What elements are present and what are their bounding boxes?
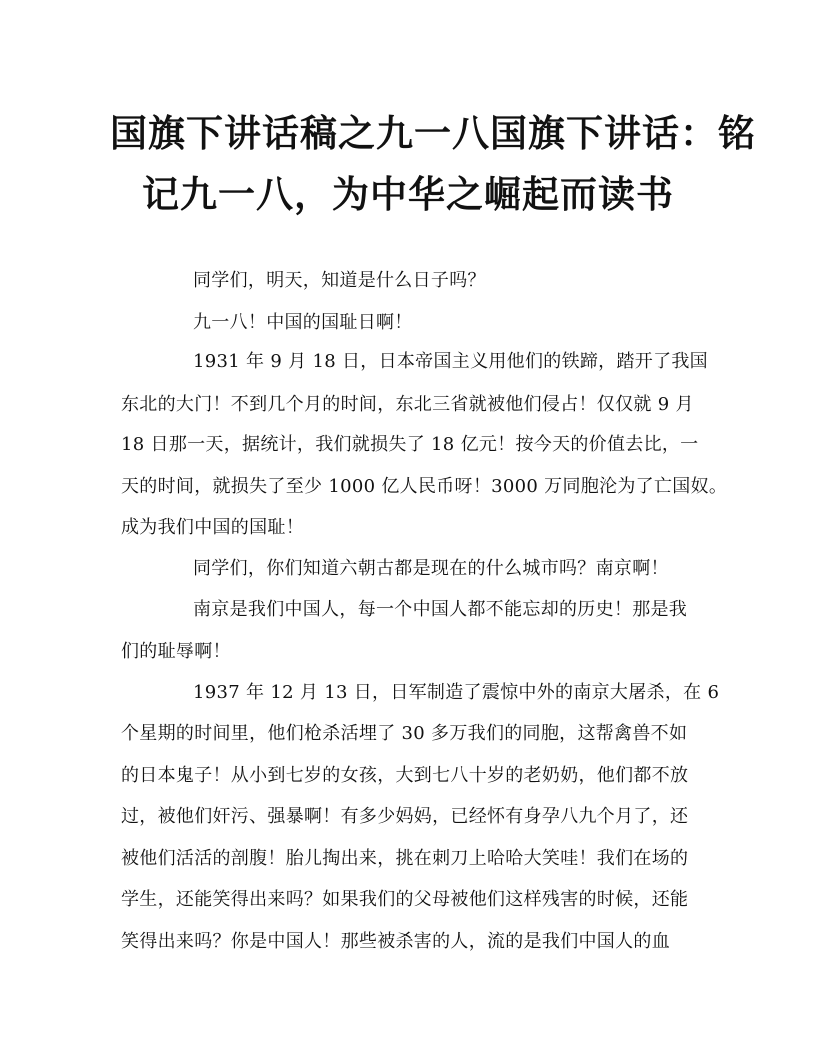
- paragraph-6-line-4: 过，被他们奸污、强暴啊！有多少妈妈，已经怀有身孕八九个月了，还: [121, 806, 689, 827]
- paragraph-3-line-5: 成为我们中国的国耻！: [121, 517, 304, 538]
- paragraph-3-line-3: 18 日那一天，据统计，我们就损失了 18 亿元！按今天的价值去比，一: [121, 434, 699, 455]
- paragraph-6-line-2: 个星期的时间里，他们枪杀活埋了 30 多万我们的同胞，这帮禽兽不如: [121, 723, 688, 744]
- paragraph-6-line-7: 笑得出来吗？你是中国人！那些被杀害的人，流的是我们中国人的血: [121, 931, 670, 952]
- paragraph-3-line-1: 1931 年 9 月 18 日，日本帝国主义用他们的铁蹄，踏开了我国: [193, 351, 708, 372]
- paragraph-3-line-2: 东北的大门！不到几个月的时间，东北三省就被他们侵占！仅仅就 9 月: [121, 394, 694, 415]
- paragraph-5-line-2: 们的耻辱啊！: [121, 641, 231, 662]
- document-title-line-1: 国旗下讲话稿之九一八国旗下讲话：铭: [110, 112, 756, 155]
- paragraph-4-line-1: 同学们，你们知道六朝古都是现在的什么城市吗？南京啊！: [193, 558, 669, 579]
- paragraph-6-line-5: 被他们活活的剖腹！胎儿掏出来，挑在刺刀上哈哈大笑哇！我们在场的: [121, 848, 689, 869]
- paragraph-6-line-3: 的日本鬼子！从小到七岁的女孩，大到七八十岁的老奶奶，他们都不放: [121, 765, 689, 786]
- document-title-line-2: 记九一八，为中华之崛起而读书: [142, 173, 674, 216]
- paragraph-1-line-1: 同学们，明天，知道是什么日子吗？: [193, 270, 486, 291]
- paragraph-6-line-6: 学生，还能笑得出来吗？如果我们的父母被他们这样残害的时候，还能: [121, 889, 689, 910]
- paragraph-3-line-4: 天的时间，就损失了至少 1000 亿人民币呀！3000 万同胞沦为了亡国奴。: [121, 476, 728, 497]
- paragraph-2-line-1: 九一八！中国的国耻日啊！: [193, 312, 413, 333]
- paragraph-5-line-1: 南京是我们中国人，每一个中国人都不能忘却的历史！那是我: [193, 599, 688, 620]
- paragraph-6-line-1: 1937 年 12 月 13 日，日军制造了震惊中外的南京大屠杀，在 6: [193, 682, 720, 703]
